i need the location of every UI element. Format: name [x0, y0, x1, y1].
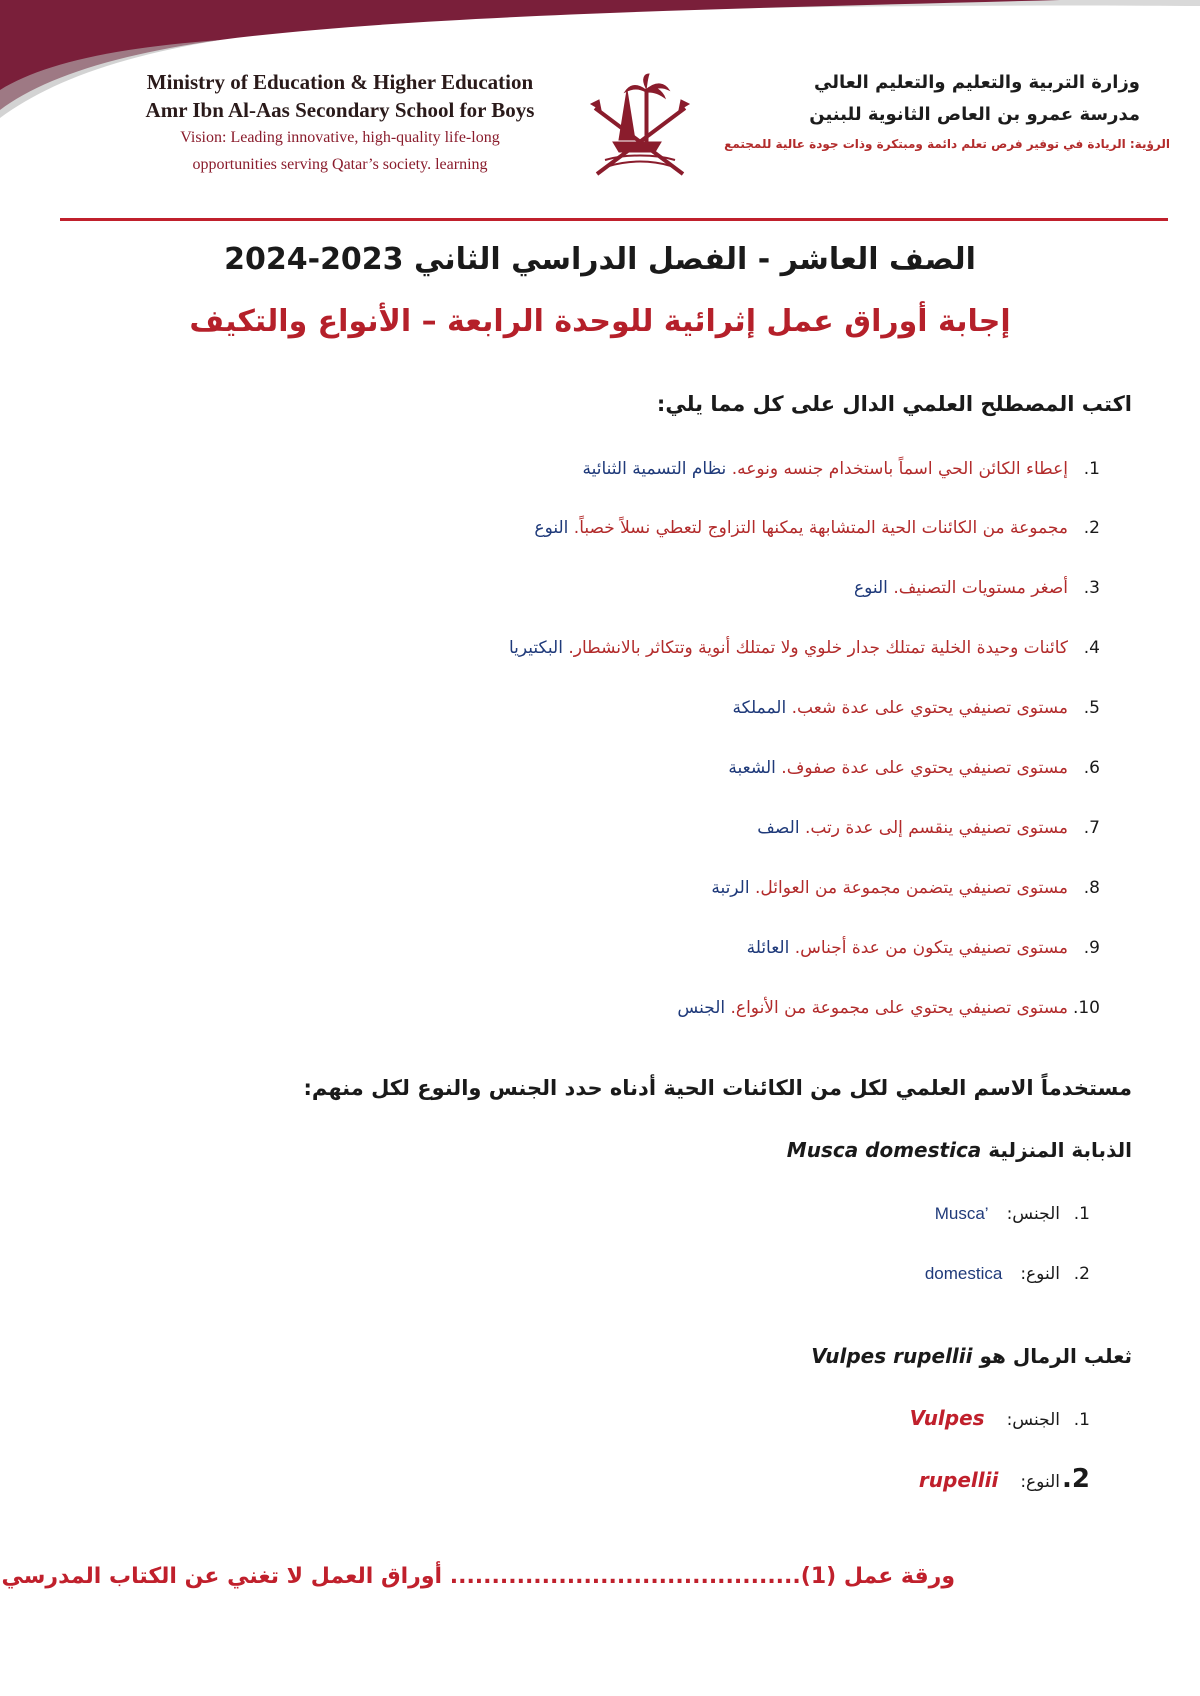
list-item: [100, 515, 1100, 541]
item-question: إعطاء الكائن الحي اسماً باستخدام جنسه ونوعه.: [731, 459, 1068, 479]
item-question: مستوى تصنيفي ينقسم إلى عدة رتب.: [804, 818, 1068, 838]
list-item: [100, 456, 1100, 482]
vision-ar: الرؤية: الريادة في توفير فرص تعلم دائمة ومبتكرة وذات جودة عالية للمجتمع: [724, 137, 1170, 151]
item-number: 2.: [1073, 1264, 1090, 1284]
organism2-species: [490, 1466, 1090, 1495]
organism2-heading: [132, 1344, 1132, 1368]
list-item: [100, 695, 1100, 721]
footer-note: [1, 1564, 955, 1589]
vision-en-line1: Vision: Leading innovative, high-quality life-long: [180, 129, 500, 146]
ministry-name-ar: وزارة التربية والتعليم والتعليم العالي: [814, 72, 1140, 93]
item-answer: المملكة: [732, 698, 787, 718]
organism2-genus: [490, 1405, 1090, 1433]
item-question: مستوى تصنيفي يحتوي على مجموعة من الأنواع.: [730, 998, 1068, 1018]
item-number: 3.: [1083, 578, 1100, 598]
organism2-arabic-name: ثعلب الرمال هو: [979, 1344, 1132, 1368]
ministry-name-en: Ministry of Education & Higher Education: [146, 70, 534, 94]
item-number: 10.: [1072, 998, 1100, 1018]
header-arabic: [720, 68, 1170, 156]
item-question: مستوى تصنيفي يحتوي على عدة صفوف.: [781, 758, 1068, 778]
list-item: [100, 575, 1100, 601]
organism1-arabic-name: الذبابة المنزلية: [988, 1138, 1132, 1162]
header-divider: [60, 218, 1168, 221]
item-number: 5.: [1083, 698, 1100, 718]
page-subtitle: إجابة أوراق عمل إثرائية للوحدة الرابعة – الأنواع والتكيف: [189, 304, 1011, 339]
item-answer: الجنس: [677, 998, 726, 1018]
list-item: [100, 635, 1100, 661]
organism1-genus: [490, 1201, 1090, 1227]
species-value: rupellii: [918, 1468, 999, 1492]
item-answer: الرتبة: [711, 878, 750, 898]
section1-heading: اكتب المصطلح العلمي الدال على كل مما يلي:: [656, 392, 1132, 416]
item-question: مجموعة من الكائنات الحية المتشابهة يمكنها التزاوج لتعطي نسلاً خصباً.: [573, 518, 1068, 538]
genus-value: Musca’: [934, 1204, 989, 1223]
footer-dots: ..........................................: [449, 1564, 801, 1589]
organism1-scientific-name: Musca domestica: [786, 1138, 982, 1162]
list-item: [100, 755, 1100, 781]
list-item: [100, 935, 1100, 961]
item-answer: النوع: [534, 518, 569, 538]
genus-label: الجنس:: [1006, 1410, 1060, 1430]
item-answer: الشعبة: [728, 758, 776, 778]
item-number: 7.: [1083, 818, 1100, 838]
qatar-emblem-logo: [585, 70, 695, 185]
species-label: النوع:: [1020, 1472, 1060, 1492]
school-name-ar: مدرسة عمرو بن العاص الثانوية للبنين: [809, 104, 1140, 125]
section2-heading: مستخدماً الاسم العلمي لكل من الكائنات الحية أدناه حدد الجنس والنوع لكل منهم:: [303, 1076, 1132, 1100]
item-number: 1.: [1083, 459, 1100, 479]
school-name-en: Amr Ibn Al-Aas Secondary School for Boys: [145, 98, 535, 122]
item-number: 1.: [1073, 1410, 1090, 1430]
item-answer: البكتيريا: [508, 638, 563, 658]
vision-en-line2: opportunities serving Qatar’s society. learning: [192, 156, 488, 173]
organism2-scientific-name: Vulpes rupellii: [811, 1344, 973, 1368]
item-answer: العائلة: [746, 938, 790, 958]
list-item: [100, 995, 1100, 1021]
item-question: مستوى تصنيفي يحتوي على عدة شعب.: [791, 698, 1068, 718]
list-item: [100, 815, 1100, 841]
item-answer: الصف: [757, 818, 800, 838]
species-value: domestica: [924, 1264, 1003, 1283]
item-question: أصغر مستويات التصنيف.: [893, 578, 1068, 598]
organism1-species: [490, 1261, 1090, 1287]
item-question: مستوى تصنيفي يتضمن مجموعة من العوائل.: [755, 878, 1068, 898]
list-item: [100, 875, 1100, 901]
item-answer: النوع: [853, 578, 888, 598]
organism1-heading: [132, 1138, 1132, 1162]
item-number: 2.: [1062, 1464, 1090, 1494]
item-question: كائنات وحيدة الخلية تمتلك جدار خلوي ولا تمتلك أنوية وتتكاثر بالانشطار.: [568, 638, 1068, 658]
genus-value: Vulpes: [909, 1406, 985, 1430]
item-number: 8.: [1083, 878, 1100, 898]
page-title: الصف العاشر - الفصل الدراسي الثاني 2023-2024: [224, 242, 976, 277]
species-label: النوع:: [1020, 1264, 1060, 1284]
item-answer: نظام التسمية الثنائية: [582, 459, 727, 479]
item-number: 4.: [1083, 638, 1100, 658]
item-number: 1.: [1073, 1204, 1090, 1224]
header-english: [105, 68, 575, 178]
genus-label: الجنس:: [1006, 1204, 1060, 1224]
item-number: 2.: [1083, 518, 1100, 538]
footer-disclaimer: أوراق العمل لا تغني عن الكتاب المدرسي: [1, 1564, 443, 1589]
worksheet-label: ورقة عمل (1): [800, 1564, 955, 1589]
item-number: 6.: [1083, 758, 1100, 778]
item-number: 9.: [1083, 938, 1100, 958]
item-question: مستوى تصنيفي يتكون من عدة أجناس.: [794, 938, 1068, 958]
